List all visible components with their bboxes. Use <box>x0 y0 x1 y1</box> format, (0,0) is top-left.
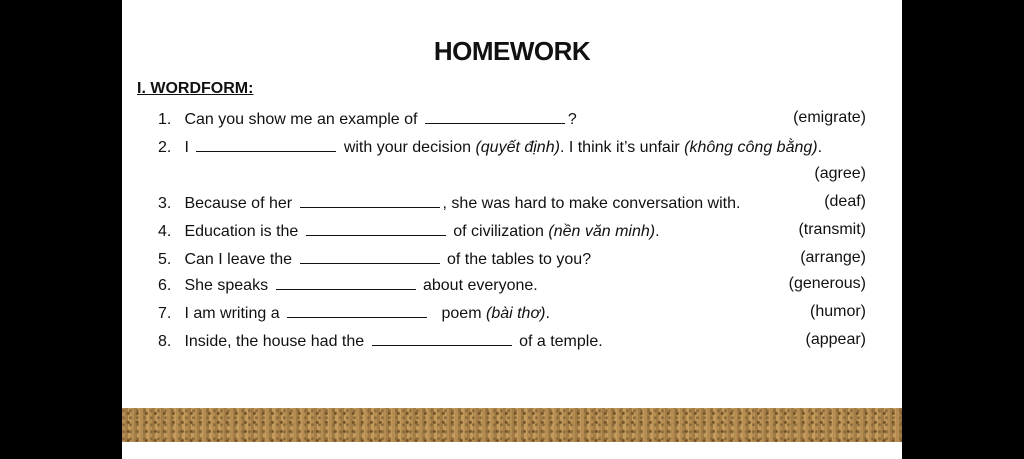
exercise-item-4 <box>158 221 866 241</box>
exercise-item-5 <box>158 249 866 269</box>
word-hint: (appear) <box>805 331 866 348</box>
item-text: Inside, the house had the <box>184 333 365 350</box>
answer-blank[interactable] <box>425 109 565 124</box>
item-text: Education is the <box>184 223 299 240</box>
answer-blank[interactable] <box>196 137 336 152</box>
answer-blank[interactable] <box>300 193 440 208</box>
item-number: 8. <box>158 333 172 350</box>
translation-note: (quyết định) <box>475 139 560 156</box>
word-hint: (arrange) <box>800 249 866 266</box>
exercise-item-3 <box>158 193 866 213</box>
exercise-item-6 <box>158 275 866 295</box>
corkboard-strip <box>122 408 902 442</box>
item-number: 1. <box>158 111 172 128</box>
word-hint: (emigrate) <box>793 109 866 126</box>
item-text: She speaks <box>184 277 269 294</box>
item-text: . I think it’s unfair <box>559 139 680 156</box>
item-text: ? <box>567 111 577 128</box>
item-text: Can I leave the <box>184 251 293 268</box>
item-number: 6. <box>158 277 172 294</box>
item-text: poem <box>441 305 482 322</box>
item-text: , she was hard to make conversation with. <box>442 195 741 212</box>
word-hint: (generous) <box>788 275 866 292</box>
answer-blank[interactable] <box>287 303 427 318</box>
translation-note: (không công bằng) <box>684 139 818 156</box>
item-number: 3. <box>158 195 172 212</box>
word-hint: (agree) <box>814 165 866 182</box>
answer-blank[interactable] <box>300 249 440 264</box>
item-text: of the tables to you? <box>446 251 592 268</box>
item-number: 7. <box>158 305 172 322</box>
word-hint: (deaf) <box>824 193 866 210</box>
item-text: I <box>184 139 189 156</box>
item-text: of civilization <box>453 223 544 240</box>
item-text: . <box>655 223 660 240</box>
word-hint: (transmit) <box>798 221 866 238</box>
item-number: 2. <box>158 139 172 156</box>
item-number: 4. <box>158 223 172 240</box>
item-text: Because of her <box>184 195 293 212</box>
item-number: 5. <box>158 251 172 268</box>
translation-note: (nền văn minh) <box>548 223 656 240</box>
exercise-item-8 <box>158 331 866 351</box>
exercise-item-1 <box>158 109 866 129</box>
translation-note: (bài thơ) <box>485 305 546 322</box>
page-title: HOMEWORK <box>433 36 591 66</box>
answer-blank[interactable] <box>372 331 512 346</box>
item-text: I am writing a <box>184 305 280 322</box>
answer-blank[interactable] <box>276 275 416 290</box>
section-heading: I. WORDFORM: <box>137 80 254 97</box>
item-text: about everyone. <box>422 277 538 294</box>
word-hint: (humor) <box>809 303 866 320</box>
exercise-item-2 <box>158 137 866 157</box>
exercise-item-7 <box>158 303 866 323</box>
item-text: Can you show me an example of <box>184 111 418 128</box>
item-text: with your decision <box>343 139 471 156</box>
answer-blank[interactable] <box>306 221 446 236</box>
item-text: . <box>545 305 550 322</box>
item-text: . <box>817 139 823 156</box>
item-text: of a temple. <box>519 333 603 350</box>
